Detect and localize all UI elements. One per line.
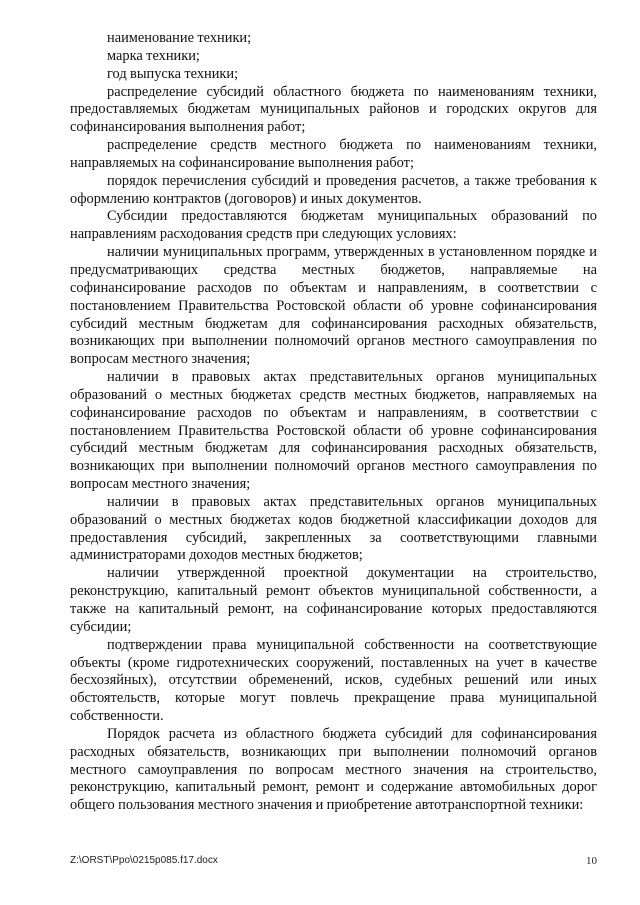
paragraph-9: наличии в правовых актах представительных органов муниципальных образований о местных бюджетах средств местных бюджетов, направляемых на софинансирование расходов по объектам и направлениям, в соответствии с постановлением Правительства Ростовской области об уровне софинансирования субсидий местным бюджетам для софинансирования расходных обязательств, возникающих при выполнении полномочий органов местного самоуправления по вопросам местного значения; <box>70 369 597 493</box>
paragraph-1: наименование техники; <box>107 30 252 46</box>
paragraph-11: наличии утвержденной проектной документации на строительство, реконструкцию, капитальный ремонт объектов муниципальной собственности, а также на капитальный ремонт, на софинансирование которых предоставляются субсидии; <box>70 565 597 635</box>
paragraph-5: распределение средств местного бюджета по наименованиям техники, направляемых на софинансирование выполнения работ; <box>70 137 597 171</box>
paragraph-6: порядок перечисления субсидий и проведения расчетов, а также требования к оформлению контрактов (договоров) и иных документов. <box>70 172 597 207</box>
page-number: 10 <box>586 855 597 867</box>
paragraph-7: Субсидии предоставляются бюджетам муниципальных образований по направлениям расходования средств при следующих условиях: <box>70 208 597 243</box>
document-body <box>70 30 597 815</box>
paragraph-3: год выпуска техники; <box>107 65 239 82</box>
paragraph-2: марка техники; <box>107 47 200 64</box>
paragraph-10: наличии в правовых актах представительных органов муниципальных образований о местных бюджетах кодов бюджетной классификации доходов для предоставления субсидий, закрепленных за соответствующими главными администраторами доходов местных бюджетов; <box>70 493 597 564</box>
paragraph-4: распределение субсидий областного бюджета по наименованиям техники, предоставляемых бюджетам муниципальных районов и городских округов для софинансирования выполнения работ; <box>70 83 597 136</box>
paragraph-12: подтверждении права муниципальной собственности на соответствующие объекты (кроме гидротехнических сооружений, поставленных на учет в качестве бесхозяйных), отсутствии обременений, исков, судебных решений или иных обстоятельств, которые могут повлечь прекращение права муниципальной собственности. <box>70 636 597 725</box>
footer-file-path: Z:\ORST\Ppo\0215p085.f17.docx <box>70 855 218 866</box>
paragraph-13: Порядок расчета из областного бюджета субсидий для софинансирования расходных обязательств, возникающих при выполнении полномочий органов местного самоуправления по вопросам местного значения на строительство, реконструкцию, капитальный ремонт, ремонт и содержание автомобильных дорог общего пользования местного значения и приобретение автотранспортной техники: <box>70 725 597 814</box>
paragraph-8: наличии муниципальных программ, утвержденных в установленном порядке и предусматривающих средства местных бюджетов, направляемые на софинансирование расходов по объектам и направлениям, в соответствии с постановлением Правительства Ростовской области об уровне софинансирования субсидий местным бюджетам для софинансирования расходных обязательств, возникающих при выполнении полномочий органов местного самоуправления по вопросам местного значения; <box>70 244 597 368</box>
